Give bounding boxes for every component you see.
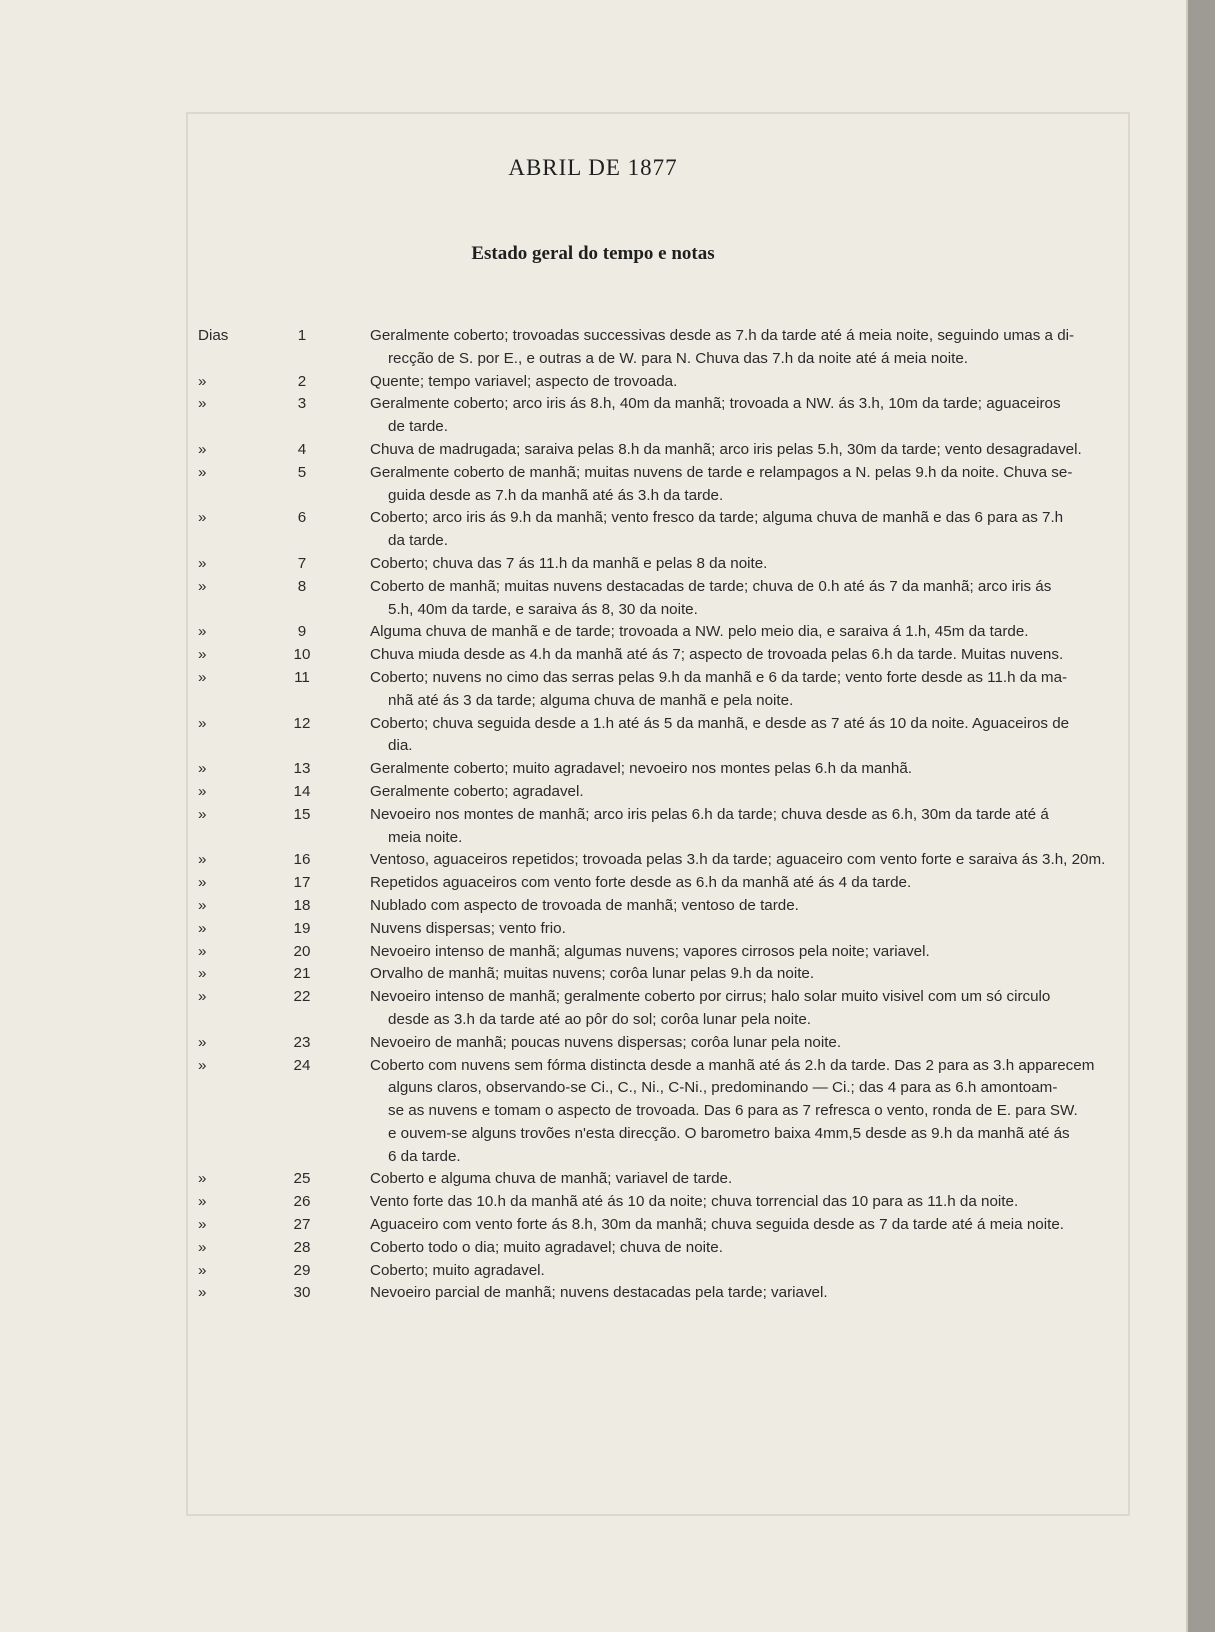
entry-line: Vento forte das 10.h da manhã até ás 10 da noite; chuva torrencial das 10 para as 11.h da noite. <box>370 1193 1019 1211</box>
entry-label: » <box>198 554 207 572</box>
entry-line: Coberto; nuvens no cimo das serras pelas 9.h da manhã e 6 da tarde; vento forte desde as 11.h da ma- <box>370 668 1068 686</box>
entry-gap <box>328 462 370 508</box>
entry-day: 13 <box>293 760 311 778</box>
entry-text <box>370 1214 1128 1237</box>
entry-day: 4 <box>297 440 307 458</box>
entry-line: Coberto; muito agradavel. <box>370 1261 545 1279</box>
entry-label: » <box>198 646 207 664</box>
entry-label: » <box>198 782 207 800</box>
entry-label: » <box>198 1170 207 1188</box>
entry-label: » <box>198 942 207 960</box>
entry-gap <box>328 1260 370 1283</box>
entry-line: Geralmente coberto; muito agradavel; nevoeiro nos montes pelas 6.h da manhã. <box>370 760 913 778</box>
entry-day: 18 <box>293 896 311 914</box>
entry-text <box>370 963 1128 986</box>
entry-row <box>198 1237 1128 1260</box>
entry-label: » <box>198 440 207 458</box>
entry-line: da tarde. <box>388 532 448 550</box>
entry-text <box>370 713 1128 759</box>
entry-line: se as nuvens e tomam o aspecto de trovoada. Das 6 para as 7 refresca o vento, ronda de E. para SW. <box>388 1102 1078 1120</box>
entry-day: 23 <box>293 1033 311 1051</box>
entry-label: Dias <box>198 327 229 344</box>
entry-text <box>370 918 1128 941</box>
entry-gap <box>328 849 370 872</box>
entry-gap <box>328 895 370 918</box>
entry-line: nhã até ás 3 da tarde; alguma chuva de manhã e pela noite. <box>388 691 794 709</box>
entry-day: 19 <box>293 919 311 937</box>
entry-row <box>198 895 1128 918</box>
entry-label: » <box>198 896 207 914</box>
entry-gap <box>328 941 370 964</box>
entry-label: » <box>198 760 207 778</box>
entry-line: Nevoeiro de manhã; poucas nuvens dispersas; corôa lunar pela noite. <box>370 1033 842 1051</box>
entry-gap <box>328 1237 370 1260</box>
entry-line: Repetidos aguaceiros com vento forte desde as 6.h da manhã até ás 4 da tarde. <box>370 874 912 892</box>
entry-day: 15 <box>293 805 311 823</box>
entry-label: » <box>198 1261 207 1279</box>
weather-notes-body <box>198 325 1128 1305</box>
entry-label: » <box>198 509 207 527</box>
entry-row <box>198 553 1128 576</box>
entry-row <box>198 667 1128 713</box>
entry-day: 9 <box>297 623 307 641</box>
entry-row <box>198 986 1128 1032</box>
entry-line: Geralmente coberto de manhã; muitas nuvens de tarde e relampagos a N. pelas 9.h da noite. Chuva se- <box>370 463 1073 481</box>
entry-label: » <box>198 1193 207 1211</box>
entry-line: meia noite. <box>388 828 463 846</box>
entry-line: Nevoeiro intenso de manhã; geralmente coberto por cirrus; halo solar muito visivel com um só circulo <box>370 988 1051 1006</box>
entry-line: Geralmente coberto; arco iris ás 8.h, 40m da manhã; trovoada a NW. ás 3.h, 10m da tarde; aguaceiros <box>370 395 1061 413</box>
entry-line: Coberto de manhã; muitas nuvens destacadas de tarde; chuva de 0.h até ás 7 da manhã; arco iris ás <box>370 577 1052 595</box>
entry-gap <box>328 986 370 1032</box>
entry-label: » <box>198 372 207 390</box>
entry-gap <box>328 325 370 371</box>
entry-row <box>198 1191 1128 1214</box>
entry-text <box>370 895 1128 918</box>
entry-line: Coberto; chuva das 7 ás 11.h da manhã e pelas 8 da noite. <box>370 554 768 572</box>
entry-day: 17 <box>293 874 311 892</box>
entry-line: Ventoso, aguaceiros repetidos; trovoada pelas 3.h da tarde; aguaceiro com vento forte e saraiva ás 3.h, 20m. <box>370 851 1106 869</box>
entry-row <box>198 758 1128 781</box>
entry-label: » <box>198 1216 207 1234</box>
entry-day: 24 <box>293 1056 311 1074</box>
entry-text <box>370 667 1128 713</box>
entry-text <box>370 393 1128 439</box>
entry-row <box>198 963 1128 986</box>
entry-label: » <box>198 919 207 937</box>
entry-gap <box>328 872 370 895</box>
entry-text <box>370 1237 1128 1260</box>
entry-line: dia. <box>388 737 413 755</box>
entry-line: de tarde. <box>388 418 448 436</box>
entry-label: » <box>198 714 207 732</box>
entry-day: 16 <box>293 851 311 869</box>
entry-day: 26 <box>293 1193 311 1211</box>
weather-notes-table <box>198 325 1128 1305</box>
entry-day: 5 <box>297 463 307 481</box>
entry-text <box>370 644 1128 667</box>
entry-text <box>370 1055 1128 1169</box>
entry-text <box>370 1168 1128 1191</box>
entry-day: 1 <box>297 327 307 344</box>
entry-line: Coberto com nuvens sem fórma distincta desde a manhã até ás 2.h da tarde. Das 2 para as 3.h apparecem <box>370 1056 1095 1074</box>
entry-day: 7 <box>297 554 307 572</box>
entry-label: » <box>198 1056 207 1074</box>
entry-line: 6 da tarde. <box>388 1147 461 1165</box>
entry-label: » <box>198 988 207 1006</box>
page-title: ABRIL DE 1877 <box>508 155 678 180</box>
entry-row <box>198 462 1128 508</box>
entry-day: 28 <box>293 1238 311 1256</box>
entry-line: guida desde as 7.h da manhã até ás 3.h da tarde. <box>388 486 724 504</box>
entry-text <box>370 941 1128 964</box>
entry-gap <box>328 621 370 644</box>
entry-day: 2 <box>297 372 307 390</box>
entry-text <box>370 872 1128 895</box>
entry-day: 20 <box>293 942 311 960</box>
entry-label: » <box>198 577 207 595</box>
entry-row <box>198 439 1128 462</box>
entry-row <box>198 644 1128 667</box>
entry-gap <box>328 439 370 462</box>
entry-gap <box>328 781 370 804</box>
entry-line: e ouvem-se alguns trovões n'esta direcção. O barometro baixa 4mm,5 desde as 9.h da manhã até ás <box>388 1124 1070 1142</box>
entry-gap <box>328 804 370 850</box>
entry-gap <box>328 393 370 439</box>
entry-gap <box>328 1282 370 1305</box>
entry-gap <box>328 1032 370 1055</box>
entry-day: 27 <box>293 1216 311 1234</box>
entry-line: Chuva de madrugada; saraiva pelas 8.h da manhã; arco iris pelas 5.h, 30m da tarde; vento desagradavel. <box>370 440 1082 458</box>
entry-line: Coberto; arco iris ás 9.h da manhã; vento fresco da tarde; alguma chuva de manhã e das 6 para as 7.h <box>370 509 1064 527</box>
entry-gap <box>328 963 370 986</box>
entry-label: » <box>198 874 207 892</box>
entry-line: Geralmente coberto; agradavel. <box>370 782 584 800</box>
entry-gap <box>328 667 370 713</box>
entry-text <box>370 553 1128 576</box>
entry-day: 12 <box>293 714 311 732</box>
entry-text <box>370 849 1128 872</box>
entry-label: » <box>198 668 207 686</box>
entry-text <box>370 439 1128 462</box>
entry-gap <box>328 1055 370 1169</box>
entry-row <box>198 872 1128 895</box>
entry-day: 29 <box>293 1261 311 1279</box>
entry-row <box>198 393 1128 439</box>
entry-row <box>198 781 1128 804</box>
entry-gap <box>328 918 370 941</box>
entry-day: 21 <box>293 965 311 983</box>
entry-row <box>198 576 1128 622</box>
entry-row <box>198 1168 1128 1191</box>
entry-text <box>370 758 1128 781</box>
entry-gap <box>328 371 370 394</box>
entry-text <box>370 462 1128 508</box>
entry-text <box>370 781 1128 804</box>
entry-line: Nuvens dispersas; vento frio. <box>370 919 566 937</box>
entry-row <box>198 325 1128 371</box>
entry-gap <box>328 1214 370 1237</box>
entry-gap <box>328 644 370 667</box>
entry-text <box>370 1282 1128 1305</box>
entry-day: 3 <box>297 395 307 413</box>
entry-row <box>198 1282 1128 1305</box>
entry-label: » <box>198 805 207 823</box>
entry-line: Nevoeiro intenso de manhã; algumas nuvens; vapores cirrosos pela noite; variavel. <box>370 942 930 960</box>
entry-line: Coberto todo o dia; muito agradavel; chuva de noite. <box>370 1238 723 1256</box>
entry-label: » <box>198 851 207 869</box>
entry-gap <box>328 507 370 553</box>
entry-line: 5.h, 40m da tarde, e saraiva ás 8, 30 da noite. <box>388 600 698 618</box>
entry-text <box>370 325 1128 371</box>
entry-line: Aguaceiro com vento forte ás 8.h, 30m da manhã; chuva seguida desde as 7 da tarde até á meia noite. <box>370 1216 1064 1234</box>
entry-line: Orvalho de manhã; muitas nuvens; corôa lunar pelas 9.h da noite. <box>370 965 815 983</box>
entry-text <box>370 1260 1128 1283</box>
entry-row <box>198 1260 1128 1283</box>
entry-row <box>198 1214 1128 1237</box>
entry-line: Coberto; chuva seguida desde a 1.h até ás 5 da manhã, e desde as 7 até ás 10 da noite. Aguaceiros de <box>370 714 1070 732</box>
entry-line: desde as 3.h da tarde até ao pôr do sol; corôa lunar pela noite. <box>388 1010 812 1028</box>
entry-line: Alguma chuva de manhã e de tarde; trovoada a NW. pelo meio dia, e saraiva á 1.h, 45m da tarde. <box>370 623 1029 641</box>
entry-label: » <box>198 1284 207 1302</box>
section-heading: Estado geral do tempo e notas <box>471 243 715 264</box>
entry-gap <box>328 576 370 622</box>
entry-text <box>370 621 1128 644</box>
entry-gap <box>328 1168 370 1191</box>
entry-line: alguns claros, observando-se Ci., C., Ni., C-Ni., predominando — Ci.; das 4 para as 6.h amontoam- <box>388 1079 1058 1097</box>
entry-label: » <box>198 395 207 413</box>
entry-day: 10 <box>293 646 311 664</box>
entry-row <box>198 1055 1128 1169</box>
entry-label: » <box>198 463 207 481</box>
entry-gap <box>328 553 370 576</box>
entry-label: » <box>198 1238 207 1256</box>
entry-gap <box>328 713 370 759</box>
entry-line: Nevoeiro parcial de manhã; nuvens destacadas pela tarde; variavel. <box>370 1284 828 1302</box>
entry-line: Geralmente coberto; trovoadas successivas desde as 7.h da tarde até á meia noite, seguindo umas a di- <box>370 327 1075 344</box>
entry-row <box>198 1032 1128 1055</box>
entry-label: » <box>198 965 207 983</box>
entry-day: 11 <box>294 668 310 686</box>
entry-text <box>370 1032 1128 1055</box>
entry-row <box>198 849 1128 872</box>
entry-text <box>370 986 1128 1032</box>
entry-gap <box>328 1191 370 1214</box>
entry-row <box>198 918 1128 941</box>
entry-text <box>370 507 1128 553</box>
entry-row <box>198 804 1128 850</box>
entry-line: Chuva miuda desde as 4.h da manhã até ás 7; aspecto de trovoada pelas 6.h da tarde. Muitas nuvens. <box>370 646 1064 664</box>
entry-gap <box>328 758 370 781</box>
entry-day: 14 <box>293 782 311 800</box>
entry-row <box>198 371 1128 394</box>
entry-day: 8 <box>297 577 307 595</box>
entry-label: » <box>198 623 207 641</box>
entry-day: 6 <box>297 509 307 527</box>
entry-text <box>370 371 1128 394</box>
entry-line: Nevoeiro nos montes de manhã; arco iris pelas 6.h da tarde; chuva desde as 6.h, 30m da tarde até á <box>370 805 1049 823</box>
entry-text <box>370 576 1128 622</box>
entry-day: 22 <box>293 988 311 1006</box>
entry-row <box>198 941 1128 964</box>
entry-row <box>198 507 1128 553</box>
entry-text <box>370 1191 1128 1214</box>
entry-text <box>370 804 1128 850</box>
entry-label: » <box>198 1033 207 1051</box>
entry-line: Nublado com aspecto de trovoada de manhã; ventoso de tarde. <box>370 896 799 914</box>
entry-line: recção de S. por E., e outras a de W. para N. Chuva das 7.h da noite até á meia noite. <box>388 349 968 367</box>
entry-row <box>198 713 1128 759</box>
entry-line: Coberto e alguma chuva de manhã; variavel de tarde. <box>370 1170 733 1188</box>
entry-day: 30 <box>293 1284 311 1302</box>
entry-row <box>198 621 1128 644</box>
entry-day: 25 <box>293 1170 311 1188</box>
entry-line: Quente; tempo variavel; aspecto de trovoada. <box>370 372 678 390</box>
